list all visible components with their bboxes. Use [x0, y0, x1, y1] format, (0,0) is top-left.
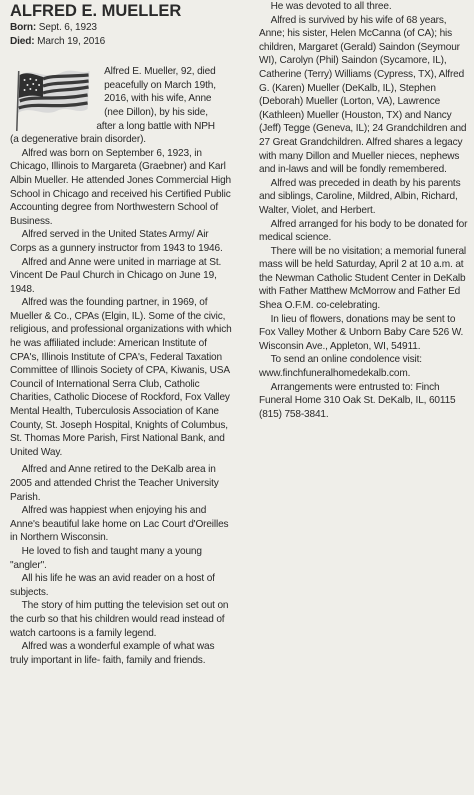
paragraph-lake-home: Alfred was happiest when enjoying his and Anne's beautiful lake home on Lac Court d'Oreilles in Northern Wisconsin.	[10, 505, 229, 544]
born-value: Sept. 6, 1923	[38, 22, 97, 33]
died-line	[10, 35, 235, 49]
paragraph-television: The story of him putting the television set out on the curb so that his children would read instead of watch cartoons is a family legend.	[10, 600, 229, 639]
born-label: Born:	[10, 22, 37, 33]
died-value: March 19, 2016	[37, 35, 106, 47]
left-column	[10, 0, 235, 667]
obituary-name: ALFRED E. MUELLER	[10, 1, 182, 20]
paragraph-preceded: Alfred was preceded in death by his parents and siblings, Caroline, Mildred, Albin, Richard, Walter, Violet, and Herbert.	[259, 177, 461, 216]
paragraph-fishing: He loved to fish and taught many a young "angler".	[10, 545, 202, 571]
born-line	[10, 21, 235, 35]
paragraph-army: Alfred served in the United States Army/ Air Corps as a gunnery instructor from 1943 to 1946.	[10, 229, 223, 254]
intro-line: (nee Dillon), by his side,	[104, 106, 208, 118]
died-label: Died:	[10, 35, 35, 47]
paragraph-funeral-mass: There will be no visitation; a memorial funeral mass will be held Saturday, April 2 at 10 a.m. at the Newman Catholic Student Center in DeKalb with Father Matthew McMorrow and Father Ed Shea O.F.M. co-celebrating.	[259, 245, 467, 312]
paragraph-retired: Alfred and Anne retired to the DeKalb area in 2005 and attended Christ the Teacher University Parish.	[10, 464, 219, 503]
paragraph-survivors: Alfred is survived by his wife of 68 years, Anne; his sister, Helen McCanna (of CA); his children, Margaret (Gerald) Saindon (Seymour WI), Carolyn (Phil) Saindon (Sycamore, IL), Catherine (Terry) Williams (Cypress, TX), Alfred G. (Karen) Mueller (DeKalb, IL), Stephen (Deborah) Mueller (Lorton, VA), Lawrence (Kathleen) Mueller (Houston, TX) and Nancy (Jeff) Tegge (Geneva, IL); 24 Grandchildren and 27 Great Grandchildren. Alfred shares a legacy with many Dillon and Mueller nieces, nephews and in-laws and will be fondly remembered.	[259, 14, 467, 176]
paragraph-career: Alfred was the founding partner, in 1969, of Mueller & Co., CPAs (Elgin, IL). Some of the civic, religious, and professional organizations with which he was affiliated include: American Institute of CPA's, Illinois Institute of CPA's, Federal Taxation Committee of Illinois Society of CPA, Kiwanis, USA Council of International Serra Club, Catholic Charities, Catholic Diocese of Rockford, Fox Valley Mental Health, Tuberculosis Association of Kane County, St. Joseph Hospital, Knights of Columbus, St. Thomas More Parish, First National Bank, and United Way.	[10, 297, 232, 458]
intro-line: peacefully on March 19th,	[104, 79, 216, 91]
paragraph-arrangements: Arrangements were entrusted to: Finch Funeral Home 310 Oak St. DeKalb, IL, 60115 (815) 758-3841.	[259, 381, 456, 420]
right-column	[259, 0, 468, 421]
paragraph-donations: In lieu of flowers, donations may be sent to Fox Valley Mother & Unborn Baby Care 526 W. Wisconsin Ave., Appleton, WI, 54911.	[259, 313, 464, 352]
intro-line: after a long battle with NPH	[96, 120, 215, 132]
paragraph-birth: Alfred was born on September 6, 1923, in Chicago, Illinois to Margareta (Graebner) and Karl Albin Mueller. He attended Jones Commercial High School in Chicago and received his Certified Public Accounting degree from Northwestern School of Business.	[10, 147, 232, 227]
paragraph-condolence: To send an online condolence visit: www.finchfuneralhomedekalb.com.	[259, 354, 422, 380]
intro-lines	[96, 65, 235, 133]
intro-block	[10, 65, 235, 147]
american-flag-icon	[14, 65, 92, 131]
paragraph-reader: All his life he was an avid reader on a host of subjects.	[10, 573, 215, 598]
intro-line: 2016, with his wife, Anne	[104, 93, 212, 105]
paragraph-marriage: Alfred and Anne were united in marriage at St. Vincent De Paul Church in Chicago on June 19, 1948.	[10, 256, 222, 295]
paragraph-example: Alfred was a wonderful example of what was truly important in life- faith, family and friends.	[10, 641, 215, 666]
intro-line: Alfred E. Mueller, 92, died	[104, 66, 216, 78]
intro-line: (a degenerative brain disorder).	[10, 134, 146, 146]
paragraph-body-donation: Alfred arranged for his body to be donated for medical science.	[259, 218, 468, 244]
paragraph-devoted: He was devoted to all three.	[270, 1, 392, 12]
